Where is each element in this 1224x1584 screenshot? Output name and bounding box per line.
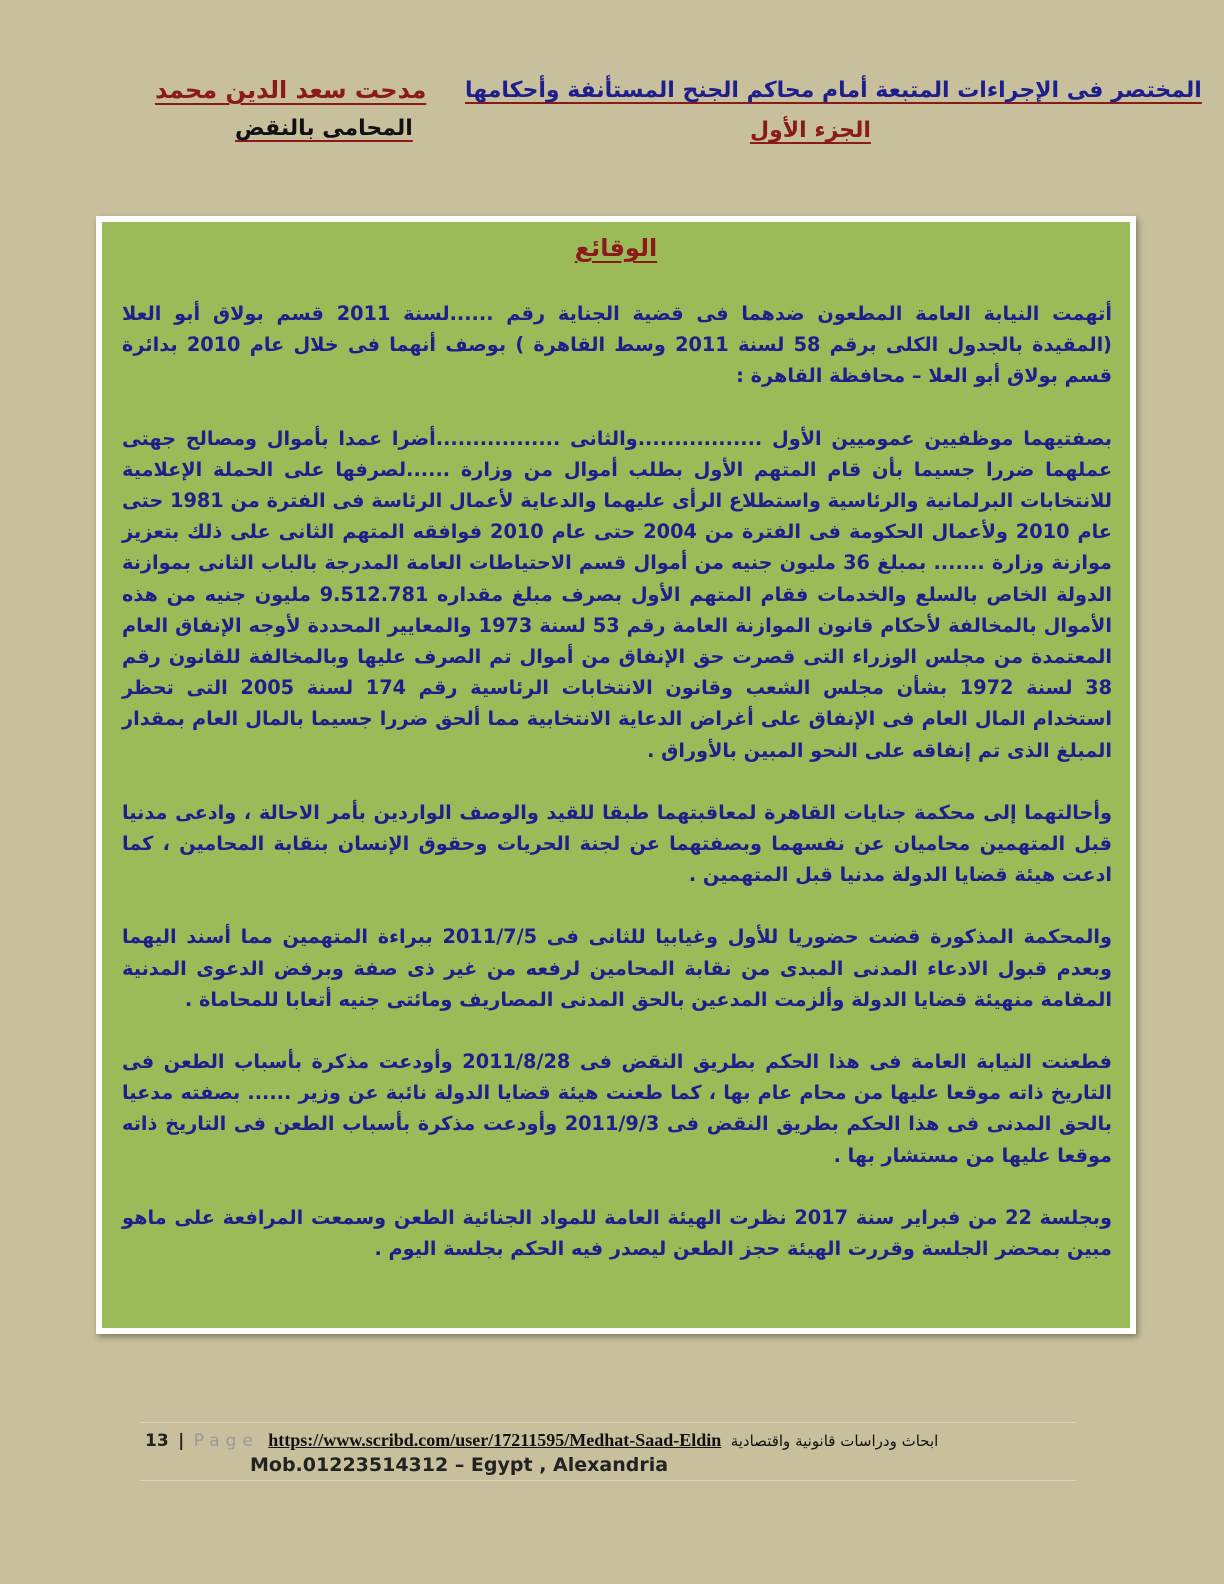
- page-separator: |: [178, 1431, 185, 1451]
- page-number: 13: [145, 1431, 169, 1451]
- author-name: مدحت سعد الدين محمد: [155, 76, 427, 104]
- footer-bottom-rule: [140, 1480, 1076, 1481]
- author-title: المحامى بالنقض: [235, 116, 413, 141]
- paragraph: فطعنت النيابة العامة فى هذا الحكم بطريق النقض فى 2011/8/28 وأودعت مذكرة بأسباب الطعن فى التاريخ ذاته موقعا عليها من محام عام بها ، كما طعنت هيئة قضايا الدولة نائبة عن وزير ...... بصفته مدعيا بالحق المدنى فى هذا الحكم بطريق النقض فى 2011/9/3 وأودعت مذكرة بأسباب الطعن فى التاريخ ذاته موقعا عليها من مستشار بها .: [122, 1050, 1112, 1167]
- book-part: الجزء الأول: [750, 118, 871, 143]
- section-body: [122, 298, 1112, 1295]
- footer-arabic-label: ابحاث ودراسات قانونية واقتصادية: [730, 1432, 939, 1450]
- footer-line: [145, 1430, 938, 1451]
- paragraph: بصفتيهما موظفيين عموميين الأول .................والثانى .................أضرا عمدا بأموال ومصالح جهتى عملهما ضررا جسيما بأن قام المتهم الأول بطلب أموال من وزارة ......لصرفها على الحملة الإعلامية للانتخابات البرلمانية والرئاسية واستطلاع الرأى عليهما والدعاية لأعمال الرئاسة فى الفترة من 1981 حتى عام 2010 ولأعمال الحكومة فى الفترة من 2004 حتى عام 2010 فوافقه المتهم الثانى على ذلك بتعزيز موازنة وزارة ....... بمبلغ 36 مليون جنيه من أموال قسم الاحتياطات العامة المدرجة بالباب الثانى بموازنة الدولة الخاص بالسلع والخدمات فقام المتهم الأول بصرف مبلغ مقداره 9.512.781 مليون جنيه من هذه الأموال بالمخالفة لأحكام قانون الموازنة العامة رقم 53 لسنة 1973 والمعايير المحددة لأوجه الإنفاق العام المعتمدة من مجلس الوزراء التى قصرت حق الإنفاق من أموال تم الصرف عليها وبالمخالفة للقانون رقم 38 لسنة 1972 بشأن مجلس الشعب وقانون الانتخابات الرئاسية رقم 174 لسنة 2005 التى تحظر استخدام المال العام فى الإنفاق على أغراض الدعاية الانتخابية مما ألحق ضررا جسيما بالمال العام بمقدار المبلغ الذى تم إنفاقه على النحو المبين بالأوراق .: [122, 426, 1112, 762]
- paragraph: وبجلسة 22 من فبراير سنة 2017 نظرت الهيئة العامة للمواد الجنائية الطعن وسمعت المرافعة على ماهو مبين بمحضر الجلسة وقررت الهيئة حجز الطعن ليصدر فيه الحكم بجلسة اليوم .: [122, 1205, 1112, 1261]
- page-label: Page: [193, 1431, 259, 1451]
- book-title: المختصر فى الإجراءات المتبعة أمام محاكم الجنح المستأنفة وأحكامها: [465, 78, 1202, 103]
- section-title: الوقائع: [574, 234, 658, 262]
- paragraph: وأحالتهما إلى محكمة جنايات القاهرة لمعاقبتهما طبقا للقيد والوصف الواردين بأمر الاحالة ، وادعى مدنيا قبل المتهمين محاميان عن نفسهما وبصفتهما عن لجنة الحريات وحقوق الإنسان بنقابة المحامين ، كما ادعت هيئة قضايا الدولة مدنيا قبل المتهمين .: [122, 800, 1112, 887]
- paragraph: أتهمت النيابة العامة المطعون ضدهما فى قضية الجناية رقم ......لسنة 2011 قسم بولاق أبو العلا (المقيدة بالجدول الكلى برقم 58 لسنة 2011 وسط القاهرة ) بوصف أنهما فى خلال عام 2010 بدائرة قسم بولاق أبو العلا – محافظة القاهرة :: [122, 302, 1113, 388]
- scribd-link[interactable]: https://www.scribd.com/user/17211595/Medhat-Saad-Eldin: [268, 1430, 722, 1450]
- facts-panel: [96, 216, 1136, 1334]
- footer-contact: Mob.01223514312 – Egypt , Alexandria: [250, 1454, 669, 1476]
- paragraph: والمحكمة المذكورة قضت حضوريا للأول وغيابيا للثانى فى 2011/7/5 ببراءة المتهمين مما أسند اليهما وبعدم قبول الادعاء المدنى المبدى من نقابة المحامين لرفعه من غير ذى صفة وبرفض الدعوى المدنية المقامة منهيئة قضايا الدولة وألزمت المدعين بالحق المدنى المصاريف ومائتى جنيه أتعابا للمحاماة .: [122, 925, 1113, 1011]
- footer-top-rule: [140, 1422, 1076, 1423]
